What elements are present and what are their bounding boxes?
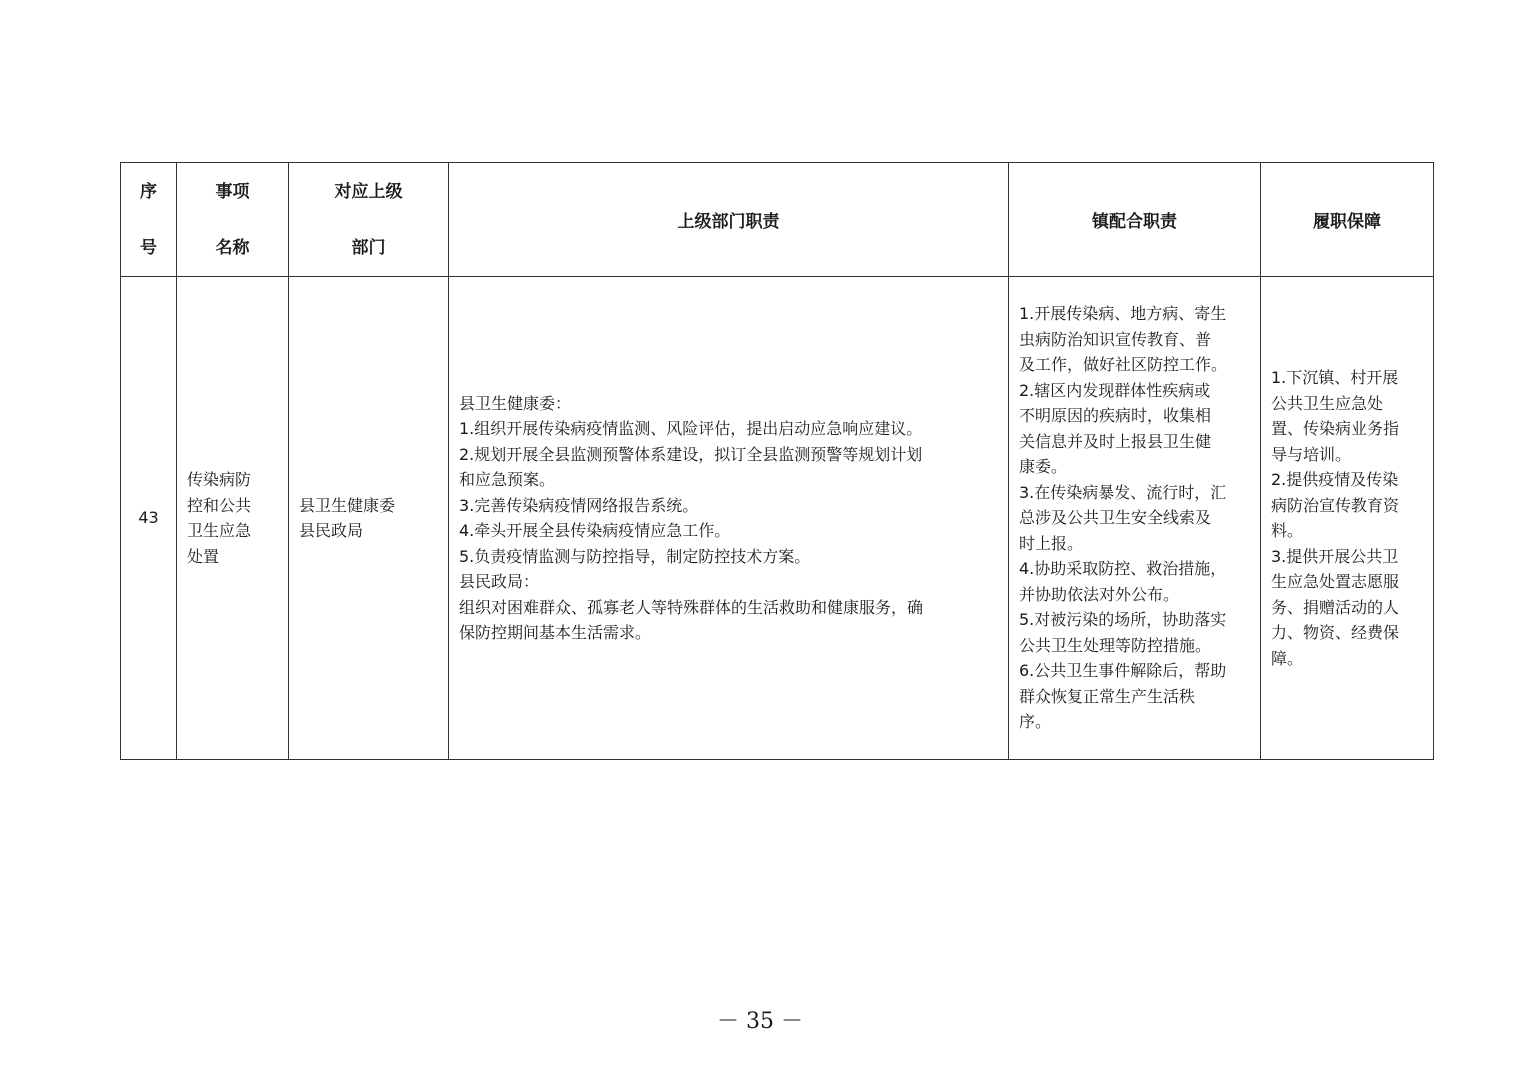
upper-duty-line: 县民政局： — [459, 572, 540, 591]
guarantee-line: 力、物资、经费保 — [1271, 623, 1400, 642]
town-duty-line: 2.辖区内发现群体性疾病或 — [1019, 380, 1211, 400]
town-duty-line: 公共卫生处理等防控措施。 — [1019, 635, 1212, 655]
town-duty-line: 4.协助采取防控、救治措施， — [1019, 559, 1227, 579]
upper-duty-line: 5.负责疫情监测与防控指导，制定防控技术方案。 — [459, 546, 811, 566]
table-row — [121, 277, 1434, 760]
header-item-name — [177, 163, 289, 277]
row-item-name — [177, 277, 289, 760]
table-header-row — [121, 163, 1434, 277]
upper-duty-line: 3.完善传染病疫情网络报告系统。 — [459, 495, 699, 515]
item-name-line: 控和公共 — [187, 495, 252, 515]
header-guarantee: 履职保障 — [1261, 163, 1434, 277]
guarantee-line: 1.下沉镇、村开展 — [1271, 368, 1399, 387]
town-duty-line: 虫病防治知识宣传教育、普 — [1019, 329, 1212, 349]
town-duty-line: 5.对被污染的场所，协助落实 — [1019, 610, 1227, 630]
guarantee-line: 导与培训。 — [1271, 444, 1352, 464]
upper-duty-line: 4.牵头开展全县传染病疫情应急工作。 — [459, 521, 731, 540]
row-guarantee — [1261, 277, 1434, 760]
town-duty-line: 3.在传染病暴发、流行时，汇 — [1019, 482, 1227, 502]
duties-table — [120, 162, 1434, 760]
row-number: 43 — [121, 277, 177, 760]
upper-duty-line: 保防控期间基本生活需求。 — [459, 623, 652, 642]
upper-duty-line: 组织对困难群众、孤寡老人等特殊群体的生活救助和健康服务，确 — [459, 597, 924, 617]
town-duty-line: 并协助依法对外公布。 — [1019, 584, 1180, 604]
department-line: 县卫生健康委 — [299, 495, 396, 515]
town-duty-line: 关信息并及时上报县卫生健 — [1019, 431, 1212, 451]
town-duty-line: 1.开展传染病、地方病、寄生 — [1019, 304, 1227, 324]
town-duty-line: 时上报。 — [1019, 533, 1084, 553]
guarantee-line: 2.提供疫情及传染 — [1271, 470, 1399, 489]
upper-duty-line: 1.组织开展传染病疫情监测、风险评估，提出启动应急响应建议。 — [459, 419, 923, 438]
guarantee-line: 生应急处置志愿服 — [1271, 572, 1400, 591]
guarantee-line: 料。 — [1271, 521, 1304, 540]
town-duty-line: 康委。 — [1019, 457, 1068, 477]
upper-duty-line: 县卫生健康委： — [459, 393, 572, 413]
upper-duty-line: 和应急预案。 — [459, 470, 556, 489]
header-item-line-1: 事项 — [215, 181, 250, 202]
town-duty-line: 群众恢复正常生产生活秩 — [1019, 686, 1196, 706]
header-seq-line-1: 序 — [140, 181, 157, 202]
header-seq — [121, 163, 177, 277]
department-line: 县民政局 — [299, 521, 364, 540]
header-dept-line-1: 对应上级 — [334, 181, 403, 202]
town-duty-line: 序。 — [1019, 712, 1052, 732]
town-duty-line: 及工作，做好社区防控工作。 — [1019, 355, 1228, 375]
header-upper-duties: 上级部门职责 — [449, 163, 1009, 277]
header-seq-line-2: 号 — [140, 237, 157, 258]
row-departments — [289, 277, 449, 760]
page-number: － 35 － — [717, 1009, 803, 1034]
upper-duty-line: 2.规划开展全县监测预警体系建设，拟订全县监测预警等规划计划 — [459, 444, 923, 464]
item-name-line: 传染病防 — [187, 470, 252, 489]
row-town-duties — [1009, 277, 1261, 760]
header-town-duties: 镇配合职责 — [1009, 163, 1261, 277]
item-name-line: 处置 — [187, 546, 220, 566]
guarantee-line: 公共卫生应急处 — [1271, 393, 1384, 413]
row-upper-duties — [449, 277, 1009, 760]
town-duty-line: 总涉及公共卫生安全线索及 — [1019, 508, 1212, 528]
guarantee-line: 务、捐赠活动的人 — [1271, 597, 1400, 617]
town-duty-line: 6.公共卫生事件解除后，帮助 — [1019, 661, 1227, 681]
guarantee-line: 障。 — [1271, 648, 1304, 668]
header-dept — [289, 163, 449, 277]
town-duty-line: 不明原因的疾病时，收集相 — [1019, 406, 1212, 426]
guarantee-line: 3.提供开展公共卫 — [1271, 546, 1399, 566]
header-dept-line-2: 部门 — [351, 237, 386, 258]
guarantee-line: 病防治宣传教育资 — [1271, 495, 1400, 515]
item-name-line: 卫生应急 — [187, 521, 252, 540]
header-item-line-2: 名称 — [215, 237, 250, 258]
guarantee-line: 置、传染病业务指 — [1271, 419, 1400, 438]
